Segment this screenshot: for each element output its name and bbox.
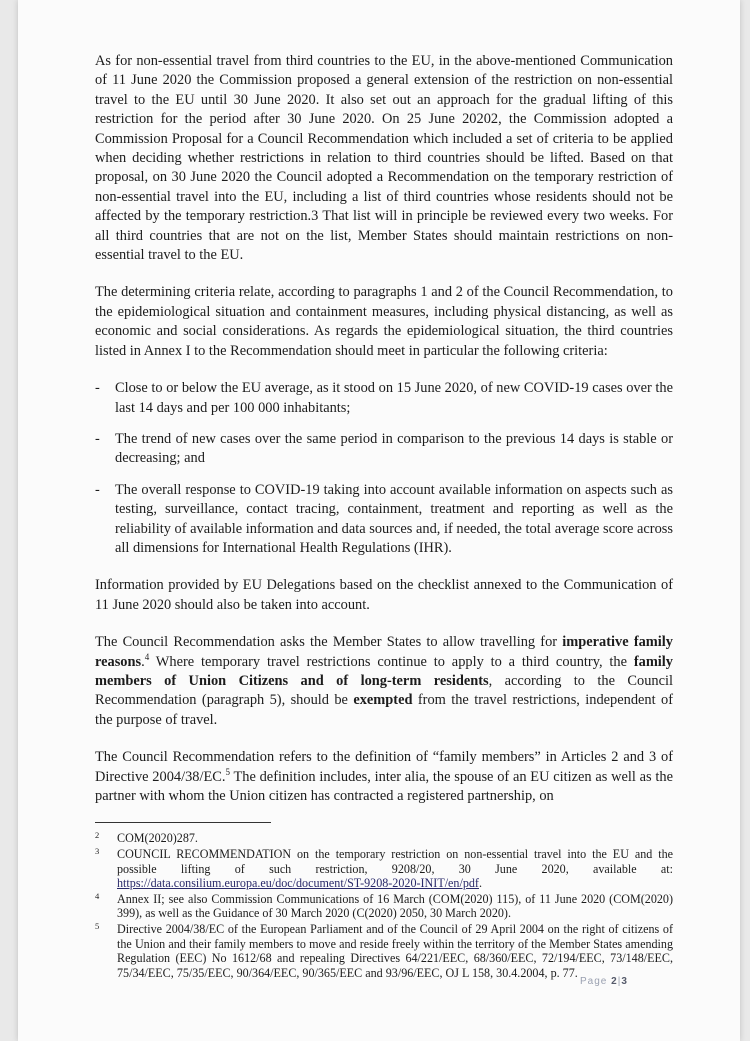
- footnote-ref-5[interactable]: 5: [225, 766, 230, 777]
- page-current: 2: [611, 976, 618, 987]
- footnote-5: 5 Directive 2004/38/EC of the European Parliament and of the Council of 29 April 2004 on the right of citizens of the Union and their family members to move and reside freely within the territory of the Member States amending Regulation (EEC) No 1612/68 and repealing Directives 64/221/EEC, 68/360/EEC, 72/194/EEC, 73/148/EEC, 75/34/EEC, 75/35/EEC, 90/364/EEC, 90/365/EEC and 93/96/EEC, OJ L 158, 30.4.2004, p. 77.: [95, 920, 673, 980]
- emphasis-exempted: exempted: [353, 692, 413, 709]
- page-label: Page: [580, 976, 608, 987]
- document-body: [95, 52, 673, 981]
- footnote-number: 5: [95, 920, 100, 931]
- criteria-text: The overall response to COVID-19 taking into account available information on aspects such as testing, surveillance, contact tracing, containment, treatment and reporting as well as the reliability of available information and data sources and, if needed, the total average score across all dimensions for International Health Regulations (IHR).: [115, 481, 673, 556]
- list-bullet: -: [95, 430, 100, 447]
- paragraph-imperative-family-reasons: The Council Recommendation asks the Member States to allow travelling for imperative family reasons.$^4$ Where temporary travel restrictions continue to apply to a third country, the family members of Union Citizens and of long-term residents, according to the Council Recommendation (paragraph 5), should be exempted from the travel restrictions, independent of the purpose of travel.: [95, 634, 673, 728]
- paragraph-determining-criteria: The determining criteria relate, according to paragraphs 1 and 2 of the Council Recommendation, to the epidemiological situation and containment measures, including physical distancing, as well as economic and social considerations. As regards the epidemiological situation, the third countries listed in Annex I to the Recommendation should meet in particular the following criteria:: [95, 284, 673, 359]
- footnote-4: 4 Annex II; see also Commission Communications of 16 March (COM(2020) 115), of 11 June 2020 (COM(2020) 399), as well as the Guidance of 30 March 2020 (C(2020) 2050, 30 March 2020).: [95, 890, 673, 921]
- council-document-link[interactable]: https://data.consilium.europa.eu/doc/document/ST-9208-2020-INIT/en/pdf: [117, 876, 479, 891]
- paragraph-family-members-definition: The Council Recommendation refers to the definition of “family members” in Articles 2 and 3 of Directive 2004/38/EC.$^5$ The definition includes, inter alia, the spouse of an EU citizen as well as the partner with whom the Union citizen has contracted a registered partnership, on: [95, 749, 673, 804]
- page-number: [580, 976, 628, 987]
- footnote-3: 3 COUNCIL RECOMMENDATION on the temporary restriction on non-essential travel into the EU and the possible lifting of such restriction, 9208/20, 30 June 2020, available at: https://data.consilium.europa.eu/doc/document/ST-9208-2020-INIT/en/pdf.: [95, 846, 673, 891]
- footnote-number: 2: [95, 830, 100, 841]
- criteria-text: Close to or below the EU average, as it stood on 15 June 2020, of new COVID-19 cases over the last 14 days and per 100 000 inhabitants;: [115, 380, 673, 416]
- criteria-item: [95, 379, 673, 418]
- footnote-number: 4: [95, 890, 100, 901]
- list-bullet: -: [95, 481, 100, 498]
- criteria-item: [95, 430, 673, 469]
- page-total: 3: [621, 976, 628, 987]
- footnote-separator: [95, 822, 271, 823]
- footnote-2: 2 COM(2020)287.: [95, 830, 198, 846]
- footnote-number: 3: [95, 846, 100, 856]
- emphasis-imperative-family-reasons: imperative family reasons: [95, 634, 673, 670]
- footnote-ref-4[interactable]: 4: [144, 651, 150, 662]
- paragraph-eu-delegations: Information provided by EU Delegations based on the checklist annexed to the Communication of 11 June 2020 should also be taken into account.: [95, 577, 673, 613]
- paragraph-non-essential-travel: As for non-essential travel from third countries to the EU, in the above-mentioned Communication of 11 June 2020 the Commission proposed a general extension of the restriction on non-essential travel to the EU until 30 June 2020. It also set out an approach for the gradual lifting of this restriction for the period after 30 June 2020. On 25 June 20202, the Commission adopted a Commission Proposal for a Council Recommendation which included a set of criteria to be applied when deciding whether restrictions in relation to third countries should be lifted. Based on that proposal, on 30 June 2020 the Council adopted a Recommendation on the temporary restriction of non-essential travel into the EU, including a list of third countries whose residents should not be affected by the temporary restriction.3 That list will in principle be reviewed every two weeks. For all third countries that are not on the list, Member States should maintain restrictions on non-essential travel to the EU.: [95, 53, 673, 264]
- criteria-text: The trend of new cases over the same period in comparison to the previous 14 days is stable or decreasing; and: [115, 430, 673, 467]
- list-bullet: -: [95, 380, 100, 397]
- footnotes: [95, 831, 673, 980]
- page-separator: |: [617, 976, 622, 987]
- document-page: [18, 0, 740, 1041]
- criteria-list: [95, 379, 673, 558]
- emphasis-family-members: family members of Union Citizens and of long-term residents: [95, 653, 673, 689]
- criteria-item: [95, 481, 673, 559]
